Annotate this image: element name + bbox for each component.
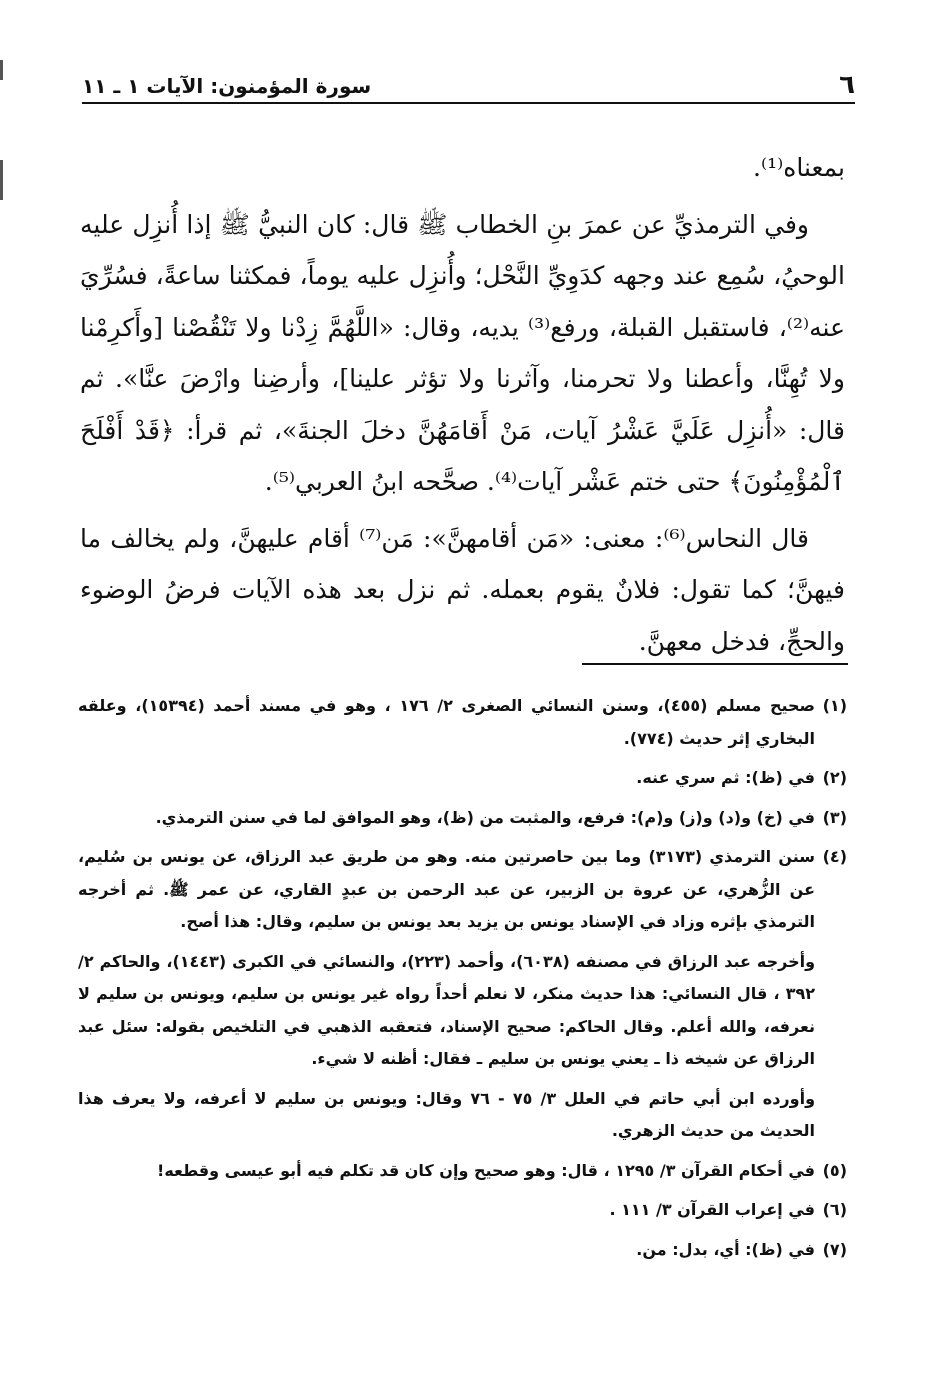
footnote-7 <box>78 1234 847 1267</box>
footnote-text: في (خ) و(د) و(ز) و(م): فرفع، والمثبت من (ظ)، وهو الموافق لما في سنن الترمذي. <box>155 807 815 827</box>
footnote-text: في (ظ): ثم سري عنه. <box>636 768 815 787</box>
paragraph-2: وفي الترمذيِّ عن عمرَ بنِ الخطاب ﷺ قال: كان النبيُّ ﷺ إذا أُنزِل عليه الوحيُ، سُمِع عند وجهه كدَوِيِّ النَّحْل؛ وأُنزِل عليه يوماً، فمكثنا ساعةً، فسُرِّيَ عنه⁽²⁾، فاستقبل القبلة، ورفع⁽³⁾ يديه، وقال: «اللَّهُمَّ زِدْنا ولا تَنْقُصْنا [وأَكرِمْنا ولا تُهِنَّا، وأعطنا ولا تحرمنا، وآثرنا ولا تؤثر علينا]، وأرضِنا وارْضَ عنَّا». ثم قال: «أُنزِل عَلَيَّ عَشْرُ آيات، مَنْ أَقامَهُنَّ دخلَ الجنةَ»، ثم قرأ: ﴿قَدْ أَفْلَحَ ٱلْمُؤْمِنُونَ﴾ حتى ختم عَشْر آيات⁽⁴⁾. صحَّحه ابنُ العربي⁽⁵⁾. <box>80 209 845 496</box>
footnote-5 <box>78 1155 847 1188</box>
footnote-text: وأورده ابن أبي حاتم في العلل ٣/ ٧٥ - ٧٦ وقال: ويونس بن سليم لا أعرفه، ولا يعرف هذا الحديث من حديث الزهري. <box>78 1088 816 1140</box>
footnote-text: في إعراب القرآن ٣/ ١١١ . <box>609 1200 815 1219</box>
footnote-separator <box>582 663 848 665</box>
footnote-4-continued <box>78 946 847 1076</box>
footnote-number: (٢) <box>822 768 847 787</box>
footnote-number: (١) <box>822 696 847 715</box>
footnote-4-continued <box>78 1083 847 1148</box>
footnote-number: (٦) <box>822 1200 847 1219</box>
footnote-1 <box>78 690 847 755</box>
footnote-6 <box>78 1194 847 1227</box>
footnote-3 <box>78 802 847 835</box>
footnote-4 <box>78 841 847 939</box>
main-text <box>80 142 845 667</box>
footnote-text: في أحكام القرآن ٣/ ١٢٩٥ ، قال: وهو صحيح وإن كان قد تكلم فيه أبو عيسى وقطعه! <box>157 1160 815 1180</box>
footnotes <box>78 690 847 1273</box>
scan-edge-mark <box>0 160 3 200</box>
paragraph-3: قال النحاس⁽⁶⁾: معنى: «مَن أقامهنَّ»: مَن⁽⁷⁾ أقام عليهنَّ، ولم يخالف ما فيهنَّ؛ كما تقول: فلانٌ يقوم بعمله. ثم نزل بعد هذه الآيات فرضُ الوضوء والحجِّ، فدخل معهنَّ. <box>80 523 845 656</box>
running-header <box>82 62 855 104</box>
footnote-number: (٤) <box>822 847 847 866</box>
footnote-text: وأخرجه عبد الرزاق في مصنفه (٦٠٣٨)، وأحمد (٢٢٣)، والنسائي في الكبرى (١٤٤٣)، والحاكم ٢/ ٣٩٢ ، قال النسائي: هذا حديث منكر، لا نعلم أحداً رواه غير يونس بن سليم، ويونس بن سليم لا نعرفه، والله أعلم. وقال الحاكم: صحيح الإسناد، فتعقبه الذهبي في التلخيص بقوله: سئل عبد الرزاق عن شيخه ذا ـ يعني يونس بن سليم ـ فقال: أظنه لا شيء. <box>78 951 816 1068</box>
footnote-number: (٥) <box>822 1160 847 1180</box>
page-number: ٦ <box>839 70 855 100</box>
scan-edge-mark <box>0 60 3 80</box>
footnote-text: سنن الترمذي (٣١٧٣) وما بين حاصرتين منه. وهو من طريق عبد الرزاق، عن يونس بن سُليم، عن الزُّهري، عن عروة بن الزبير، عن عبد الرحمن بن عبدٍ القاري، عن عمر ﷺ. ثم أخرجه الترمذي بإثره وزاد في الإسناد يونس بن يزيد بعد يونس بن سليم، وقال: هذا أصح. <box>78 847 816 931</box>
footnote-text: في (ظ): أي، بدل: من. <box>636 1239 815 1259</box>
footnote-number: (٣) <box>822 807 847 827</box>
header-title: سورة المؤمنون: الآيات ١ ـ ١١ <box>82 74 372 98</box>
footnote-2 <box>78 762 847 795</box>
paragraph-1: بمعناه⁽¹⁾. <box>753 153 845 182</box>
footnote-number: (٧) <box>822 1239 847 1259</box>
footnote-text: صحيح مسلم (٤٥٥)، وسنن النسائي الصغرى ٢/ ١٧٦ ، وهو في مسند أحمد (١٥٣٩٤)، وعلقه البخاري إثر حديث (٧٧٤). <box>78 696 815 748</box>
